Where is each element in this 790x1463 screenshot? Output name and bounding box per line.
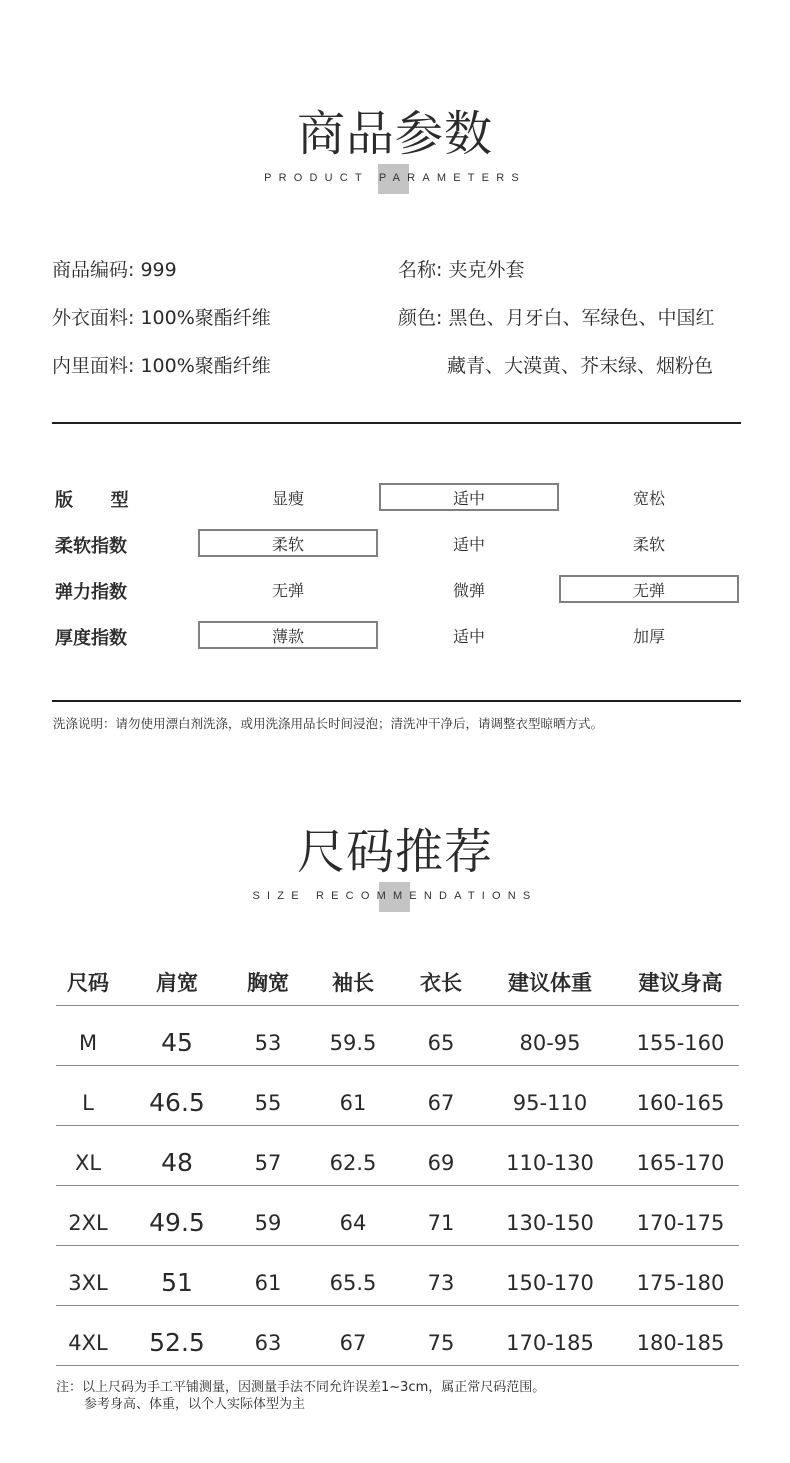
table-cell: 95-110 [512,1090,588,1115]
table-cell: 150-170 [506,1270,594,1295]
table-cell: 53 [254,1030,282,1055]
index-option: 适中 [452,626,485,646]
table-cell: 45 [161,1028,193,1057]
param-colors-line2: 藏青、大漠黄、芥末绿、烟粉色 [447,355,714,377]
table-cell: 59 [254,1210,282,1235]
table-row [56,1306,739,1366]
index-option-selected: 无弹 [559,575,739,603]
table-cell: 65.5 [329,1270,377,1295]
index-row [52,621,742,651]
size-note-line1: 注：以上尺码为手工平铺测量，因测量手法不同允许误差1~3cm，属正常尺码范围。 [56,1380,546,1395]
table-cell: 71 [427,1210,455,1235]
table-row [56,1246,739,1306]
table-cell: 65 [427,1030,455,1055]
index-label: 版 型 [55,490,129,511]
param-name: 名称: 夹克外套 [398,259,525,281]
table-cell: 64 [339,1210,367,1235]
table-cell: 180-185 [636,1330,725,1355]
header-cell: 袖长 [332,970,374,995]
header-cell: 胸宽 [247,970,289,995]
table-cell: 80-95 [519,1030,581,1055]
table-cell: L [82,1090,94,1115]
divider [52,700,741,702]
index-label: 厚度指数 [55,628,127,649]
index-row [52,529,742,559]
header-cell: 肩宽 [156,970,198,995]
table-cell: 130-150 [506,1210,594,1235]
table-cell: 160-165 [636,1090,725,1115]
index-option: 宽松 [632,488,665,508]
table-cell: 62.5 [329,1150,377,1175]
index-option: 显瘦 [271,488,304,508]
index-option-selected: 柔软 [198,529,378,557]
param-outer-fabric: 外衣面料: 100%聚酯纤维 [52,307,271,329]
index-option: 适中 [452,534,485,554]
index-label: 柔软指数 [55,536,127,557]
param-code: 商品编码: 999 [52,259,177,281]
size-table-body [56,1006,739,1366]
table-row [56,1066,739,1126]
table-row [56,1006,739,1066]
table-row [56,1186,739,1246]
product-parameters-header [0,106,790,185]
table-cell: 48 [161,1148,193,1177]
table-row [56,1126,739,1186]
divider [52,422,741,424]
param-lining-fabric: 内里面料: 100%聚酯纤维 [52,355,271,377]
table-cell: 170-175 [636,1210,725,1235]
index-row [52,483,742,513]
size-recommendations-header [0,824,790,903]
index-option: 无弹 [271,580,304,600]
table-cell: XL [74,1150,102,1175]
header-cell: 建议身高 [638,970,723,995]
table-cell: 67 [427,1090,455,1115]
table-cell: 57 [254,1150,282,1175]
table-cell: 69 [427,1150,455,1175]
table-cell: 73 [427,1270,455,1295]
header-cell: 建议体重 [508,970,592,995]
index-row [52,575,742,605]
table-cell: 51 [161,1268,193,1297]
section-title-cn: 商品参数 [296,106,493,162]
index-option: 微弹 [452,580,485,600]
table-cell: 110-130 [506,1150,594,1175]
section-title-cn: 尺码推荐 [296,824,493,880]
index-option-selected: 适中 [379,483,559,511]
table-cell: 3XL [68,1270,108,1295]
header-cell: 尺码 [67,970,109,995]
index-label: 弹力指数 [55,582,127,603]
table-cell: 175-180 [636,1270,725,1295]
table-cell: 170-185 [506,1330,594,1355]
table-cell: 155-160 [636,1030,725,1055]
section-title-en: PRODUCT PARAMETERS [264,172,526,184]
section-title-en: SIZE RECOMMENDATIONS [253,890,538,902]
index-option: 柔软 [632,534,665,554]
table-cell: 46.5 [149,1088,205,1117]
table-cell: 49.5 [149,1208,205,1237]
table-cell: 4XL [68,1330,108,1355]
table-cell: 165-170 [636,1150,725,1175]
table-cell: 2XL [68,1210,108,1235]
table-cell: 61 [254,1270,282,1295]
table-cell: 67 [339,1330,367,1355]
index-option-selected: 薄款 [198,621,378,649]
table-cell: 63 [254,1330,282,1355]
param-colors-line1: 颜色: 黑色、月牙白、军绿色、中国红 [398,307,715,329]
table-cell: 59.5 [329,1030,377,1055]
table-cell: 75 [427,1330,455,1355]
index-option: 加厚 [632,626,665,646]
header-cell: 衣长 [420,970,462,995]
table-cell: 52.5 [149,1328,205,1357]
wash-instructions: 洗涤说明：请勿使用漂白剂洗涤，或用洗涤用品长时间浸泡；清洗冲干净后，请调整衣型晾晒方式。 [53,716,604,731]
size-note [56,1379,545,1413]
table-cell: M [78,1030,98,1055]
size-note-line2: 参考身高、体重，以个人实际体型为主 [84,1397,306,1412]
size-table-header [56,958,739,1006]
table-cell: 61 [339,1090,367,1115]
table-cell: 55 [254,1090,282,1115]
size-table [56,958,739,1366]
